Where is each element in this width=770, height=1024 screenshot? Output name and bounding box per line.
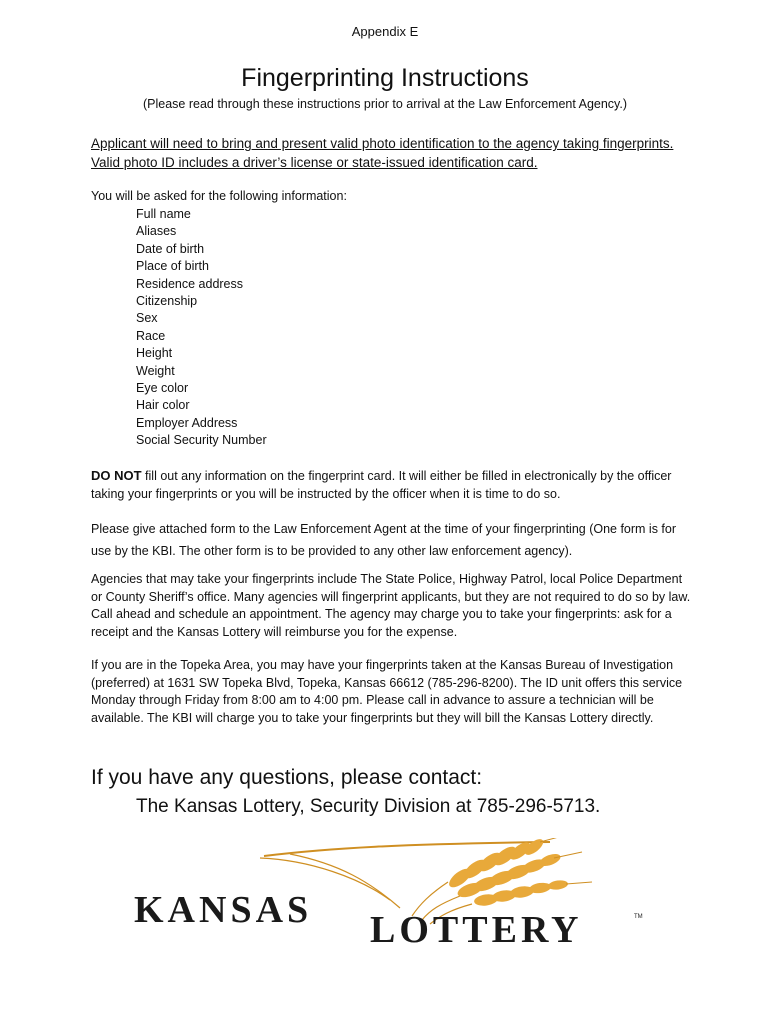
logo-trademark: TM — [634, 914, 643, 920]
list-item: Citizenship — [136, 294, 198, 309]
list-item: Place of birth — [136, 259, 209, 274]
contact-heading: If you have any questions, please contact: — [91, 766, 483, 789]
page-subtitle: (Please read through these instructions prior to arrival at the Law Enforcement Agency.) — [142, 97, 628, 111]
do-not-emphasis: DO NOT — [91, 468, 142, 483]
list-item: Social Security Number — [136, 433, 267, 448]
list-item: Aliases — [136, 224, 177, 239]
list-item: Height — [136, 346, 173, 361]
topeka-paragraph: If you are in the Topeka Area, you may have your fingerprints taken at the Kansas Bureau of Investigation (preferred) at 1631 SW Topeka Blvd, Topeka, Kansas 66612 (785-296-8200). The ID unit offers this service Monday through Friday from 8:00 am to 4:00 pm. Please call in advance to assure a technician will be available. The KBI will charge you to take your fingerprints but they will bill the Kansas Lottery directly. — [91, 658, 683, 725]
list-item: Sex — [136, 311, 158, 326]
id-requirement-note: Applicant will need to bring and present valid photo identification to the agency taking fingerprints. Valid photo ID includes a driver’s license or state-issued identification card. — [91, 136, 674, 170]
appendix-label: Appendix E — [351, 24, 419, 39]
list-item: Date of birth — [136, 241, 205, 256]
logo-word-lottery: LOTTERY — [370, 909, 583, 950]
do-not-text: fill out any information on the fingerprint card. It will either be filled in electronically by the officer taking your fingerprints or you will be instructed by the officer when it is time to do so. — [91, 469, 672, 501]
agencies-paragraph: Agencies that may take your fingerprints include The State Police, Highway Patrol, local Police Department or County Sheriff’s office. Many agencies will fingerprint applicants, but they are not required to do so by law. Call ahead and schedule an appointment. The agency may charge you to take your fingerprints: ask for a receipt and the Kansas Lottery will reimburse you for the expense. — [91, 572, 691, 639]
form-paragraph: Please give attached form to the Law Enforcement Agent at the time of your fingerprinting (One form is for use by the KBI. The other form is to be provided to any other law enforcement agency). — [91, 522, 677, 558]
kansas-lottery-logo — [130, 838, 650, 950]
list-item: Hair color — [136, 398, 190, 413]
info-intro: You will be asked for the following information: — [91, 189, 347, 203]
required-info-list — [136, 206, 267, 450]
list-item: Residence address — [136, 276, 244, 291]
list-item: Full name — [136, 207, 191, 221]
list-item: Race — [136, 328, 166, 343]
list-item: Eye color — [136, 381, 189, 396]
logo-word-kansas: KANSAS — [134, 889, 313, 931]
list-item: Weight — [136, 363, 175, 378]
do-not-paragraph — [91, 467, 691, 503]
contact-line: The Kansas Lottery, Security Division at 785-296-5713. — [136, 796, 601, 817]
page-title: Fingerprinting Instructions — [241, 64, 529, 92]
list-item: Employer Address — [136, 415, 238, 430]
